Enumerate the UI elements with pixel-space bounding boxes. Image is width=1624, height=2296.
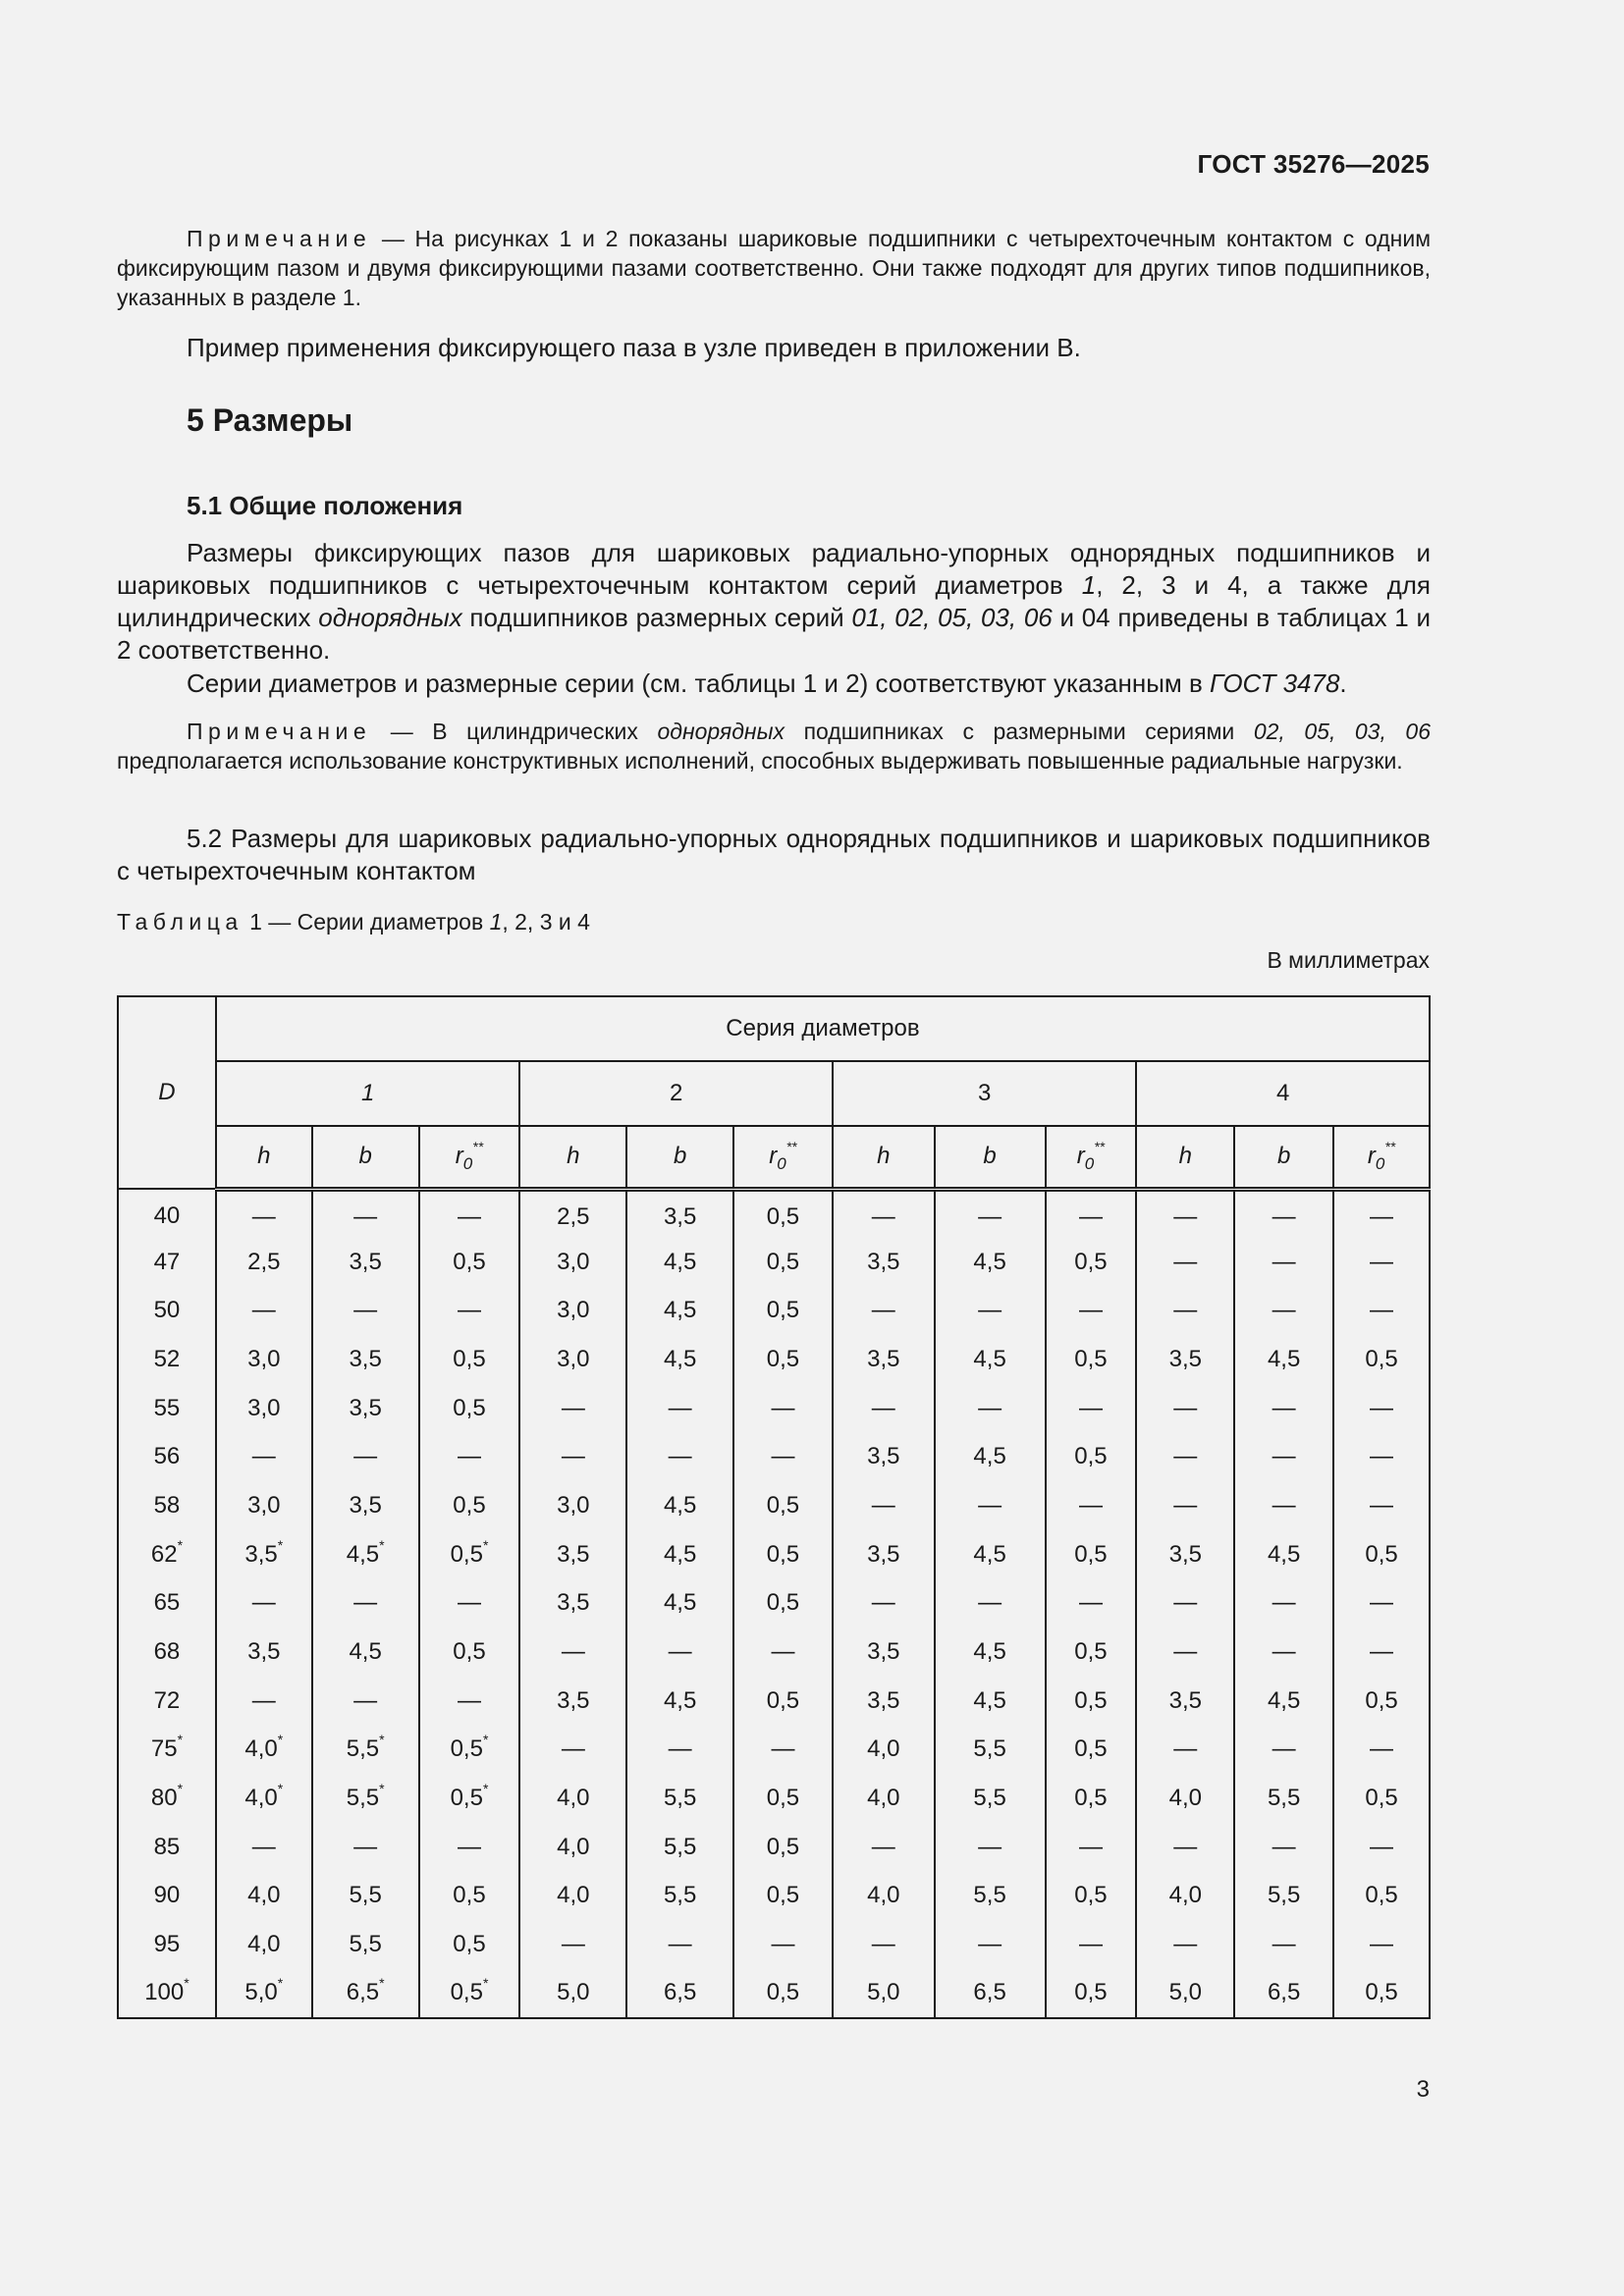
table-cell: — <box>312 1579 419 1629</box>
table-cell: — <box>1136 1384 1234 1433</box>
table-cell: — <box>216 1677 312 1726</box>
table-cell: 0,5 <box>419 1628 520 1677</box>
table-cell: — <box>419 1823 520 1872</box>
table-row <box>118 1677 1430 1726</box>
subheader-r0: $r_0^{**}$ <box>1333 1126 1430 1189</box>
table-row <box>118 1481 1430 1530</box>
table-cell: — <box>626 1432 733 1481</box>
table-cell: — <box>733 1432 833 1481</box>
table-cell: — <box>419 1579 520 1629</box>
table-cell: — <box>1046 1189 1137 1238</box>
table-cell: — <box>1234 1920 1333 1969</box>
subheader-b: b <box>626 1126 733 1189</box>
table-cell: — <box>833 1286 935 1335</box>
table-cell: 0,5 <box>419 1238 520 1287</box>
table-cell: 3,5 <box>312 1481 419 1530</box>
table-cell: 0,5 <box>1046 1726 1137 1775</box>
table-cell: — <box>733 1384 833 1433</box>
table-cell: — <box>626 1628 733 1677</box>
table-cell: 0,5 <box>733 1530 833 1579</box>
table-cell: 5,5* <box>312 1726 419 1775</box>
general-provisions-paragraph: Размеры фиксирующих пазов для шариковых радиально-упорных однорядных подшипников и шариковых подшипников с четырехточечным контактом серий диаметров 1, 2, 3 и 4, а также для цилиндрических однорядных подшипников размерных серий 01, 02, 05, 03, 06 и 04 приведены в таблицах 1 и 2 соответственно. <box>117 538 1432 665</box>
table-cell: 4,5 <box>1234 1677 1333 1726</box>
table-cell: 0,5 <box>1333 1677 1430 1726</box>
table-cell: — <box>1046 1920 1137 1969</box>
table-cell: — <box>1136 1579 1234 1629</box>
table-cell: 0,5 <box>1333 1335 1430 1384</box>
table-cell: — <box>1136 1189 1234 1238</box>
table-row <box>118 1920 1430 1969</box>
table-cell: — <box>1136 1920 1234 1969</box>
cell-d: 100* <box>118 1969 216 2018</box>
subheader-r0: $r_0^{**}$ <box>733 1126 833 1189</box>
table-cell: 2,5 <box>216 1238 312 1287</box>
table-cell: — <box>1333 1238 1430 1287</box>
table-cell: 3,5 <box>1136 1677 1234 1726</box>
table-cell: 4,5 <box>626 1286 733 1335</box>
table-cell: 5,0 <box>519 1969 626 2018</box>
table-cell: — <box>312 1189 419 1238</box>
table-cell: 5,5 <box>312 1920 419 1969</box>
page-number: 3 <box>1416 2076 1430 2103</box>
table-cell: 0,5 <box>733 1335 833 1384</box>
gost-reference-paragraph: Серии диаметров и размерные серии (см. таблицы 1 и 2) соответствуют указанным в ГОСТ 3478. <box>187 668 1347 698</box>
cell-d: 68 <box>118 1628 216 1677</box>
table-cell: — <box>733 1920 833 1969</box>
table-cell: 3,5 <box>833 1432 935 1481</box>
table-cell: — <box>833 1189 935 1238</box>
table-cell: 3,5 <box>833 1530 935 1579</box>
table-cell: 5,0* <box>216 1969 312 2018</box>
table-cell: 5,5 <box>626 1872 733 1921</box>
cell-d: 62* <box>118 1530 216 1579</box>
table-cell: — <box>1333 1579 1430 1629</box>
table-cell: — <box>1234 1823 1333 1872</box>
subheader-row <box>118 1126 1430 1189</box>
table-cell: — <box>733 1726 833 1775</box>
table-cell: — <box>1046 1384 1137 1433</box>
table-cell: — <box>216 1432 312 1481</box>
table-cell: 4,5 <box>935 1530 1046 1579</box>
subheader-r0: $r_0^{**}$ <box>1046 1126 1137 1189</box>
table-cell: — <box>935 1579 1046 1629</box>
series-header: 4 <box>1136 1061 1430 1126</box>
table-cell: 3,0 <box>519 1286 626 1335</box>
table-cell: 5,5 <box>935 1774 1046 1823</box>
table-cell: 4,5 <box>312 1628 419 1677</box>
table-cell: — <box>1234 1432 1333 1481</box>
table-cell: 0,5 <box>733 1481 833 1530</box>
table-cell: 0,5* <box>419 1530 520 1579</box>
table-cell: 0,5 <box>733 1238 833 1287</box>
table-cell: 4,5 <box>1234 1335 1333 1384</box>
table-cell: — <box>1234 1189 1333 1238</box>
subheader-h: h <box>1136 1126 1234 1189</box>
table-cell: 0,5 <box>733 1774 833 1823</box>
series-header: 2 <box>519 1061 832 1126</box>
table-cell: 0,5 <box>419 1384 520 1433</box>
cell-d: 47 <box>118 1238 216 1287</box>
table-cell: — <box>312 1823 419 1872</box>
table-cell: 0,5 <box>1046 1530 1137 1579</box>
table-cell: 0,5 <box>419 1335 520 1384</box>
table-cell: 0,5 <box>1046 1238 1137 1287</box>
table-cell: 0,5 <box>1046 1774 1137 1823</box>
table-cell: 0,5 <box>733 1677 833 1726</box>
table-cell: — <box>1333 1384 1430 1433</box>
table-cell: 5,5 <box>626 1774 733 1823</box>
table-cell: 3,0 <box>216 1384 312 1433</box>
table-cell: 0,5 <box>419 1481 520 1530</box>
table-cell: — <box>1234 1628 1333 1677</box>
gost-reference: ГОСТ 3478 <box>1210 668 1340 698</box>
cell-d: 55 <box>118 1384 216 1433</box>
note-text: — На рисунках 1 и 2 показаны шариковые подшипники с четырехточечным контактом с одним фиксирующим пазом и двумя фиксирующими пазами соответственно. Они также подходят для других типов подшипников, указанных в разделе 1. <box>117 226 1431 310</box>
table-cell: — <box>312 1432 419 1481</box>
subheader-h: h <box>519 1126 626 1189</box>
note-label: Примечание <box>187 719 372 744</box>
table-cell: 6,5 <box>935 1969 1046 2018</box>
table-cell: — <box>626 1726 733 1775</box>
table-row <box>118 1335 1430 1384</box>
table-cell: — <box>935 1189 1046 1238</box>
table-cell: — <box>216 1823 312 1872</box>
table-cell: 4,5 <box>935 1432 1046 1481</box>
table-row <box>118 1969 1430 2018</box>
table-cell: 4,0 <box>833 1872 935 1921</box>
table-cell: 0,5 <box>419 1920 520 1969</box>
cell-d: 75* <box>118 1726 216 1775</box>
table-cell: — <box>1046 1481 1137 1530</box>
table-cell: — <box>419 1677 520 1726</box>
table-row <box>118 1238 1430 1287</box>
table-row <box>118 1872 1430 1921</box>
table-cell: 3,5* <box>216 1530 312 1579</box>
note-label: Примечание <box>187 226 372 251</box>
table-cell: 0,5 <box>1333 1530 1430 1579</box>
cell-d: 58 <box>118 1481 216 1530</box>
table-row <box>118 1823 1430 1872</box>
subheader-h: h <box>216 1126 312 1189</box>
table-cell: — <box>1333 1628 1430 1677</box>
table-cell: — <box>419 1189 520 1238</box>
table-cell: — <box>1046 1823 1137 1872</box>
table-cell: 0,5* <box>419 1774 520 1823</box>
section-5-2-paragraph: 5.2 Размеры для шариковых радиально-упорных однорядных подшипников и шариковых подшипников с четырехточечным контактом <box>117 824 1431 885</box>
table-cell: — <box>935 1286 1046 1335</box>
cell-d: 85 <box>118 1823 216 1872</box>
table-cell: 3,5 <box>519 1677 626 1726</box>
subheader-b: b <box>1234 1126 1333 1189</box>
table-cell: 4,5 <box>935 1335 1046 1384</box>
cell-d: 72 <box>118 1677 216 1726</box>
table-cell: — <box>519 1920 626 1969</box>
table-cell: 4,0 <box>216 1920 312 1969</box>
table-cell: — <box>1136 1432 1234 1481</box>
table-cell: 5,5 <box>1234 1774 1333 1823</box>
table-cell: — <box>216 1286 312 1335</box>
table-cell: 4,5 <box>935 1628 1046 1677</box>
table-cell: 5,5 <box>626 1823 733 1872</box>
table-row <box>118 1384 1430 1433</box>
table-row <box>118 1432 1430 1481</box>
table-cell: — <box>935 1384 1046 1433</box>
table-cell: 0,5 <box>1333 1774 1430 1823</box>
table-row <box>118 1628 1430 1677</box>
table-cell: 4,0 <box>1136 1774 1234 1823</box>
note-1 <box>117 224 1431 312</box>
table-cell: 0,5* <box>419 1969 520 2018</box>
table-cell: 6,5 <box>1234 1969 1333 2018</box>
table-cell: 3,5 <box>519 1530 626 1579</box>
table-cell: — <box>312 1677 419 1726</box>
table-cell: 3,5 <box>833 1238 935 1287</box>
table-cell: 4,0* <box>216 1726 312 1775</box>
table-cell: — <box>1136 1238 1234 1287</box>
table-cell: — <box>1333 1823 1430 1872</box>
table-cell: — <box>1333 1481 1430 1530</box>
table-cell: — <box>1333 1726 1430 1775</box>
table-cell: — <box>1136 1286 1234 1335</box>
table-cell: 3,0 <box>519 1238 626 1287</box>
table-cell: 0,5 <box>733 1286 833 1335</box>
table-cell: 0,5 <box>733 1823 833 1872</box>
table-cell: 5,5 <box>935 1872 1046 1921</box>
table-cell: — <box>935 1481 1046 1530</box>
example-paragraph: Пример применения фиксирующего паза в узле приведен в приложении В. <box>187 333 1081 362</box>
table-cell: — <box>833 1481 935 1530</box>
table-cell: — <box>733 1628 833 1677</box>
cell-d: 95 <box>118 1920 216 1969</box>
table-cell: 0,5 <box>1046 1677 1137 1726</box>
table-cell: — <box>1234 1481 1333 1530</box>
table-caption: Таблица 1 — Серии диаметров 1, 2, 3 и 4 <box>117 909 590 934</box>
table-cell: — <box>1234 1238 1333 1287</box>
table-row <box>118 1189 1430 1238</box>
cell-d: 56 <box>118 1432 216 1481</box>
table-cell: — <box>833 1579 935 1629</box>
table-cell: 0,5 <box>733 1579 833 1629</box>
table-cell: 4,0 <box>1136 1872 1234 1921</box>
table-cell: — <box>312 1286 419 1335</box>
table-cell: 4,5 <box>626 1335 733 1384</box>
table-cell: — <box>216 1579 312 1629</box>
table-cell: 0,5 <box>733 1189 833 1238</box>
table-cell: 4,5 <box>1234 1530 1333 1579</box>
table-cell: 3,5 <box>312 1238 419 1287</box>
table-cell: — <box>1046 1579 1137 1629</box>
table-cell: 0,5 <box>1046 1969 1137 2018</box>
table-cell: 3,5 <box>312 1384 419 1433</box>
table-cell: — <box>1333 1189 1430 1238</box>
table-cell: 0,5 <box>1046 1872 1137 1921</box>
table-cell: 0,5 <box>733 1872 833 1921</box>
table-cell: 0,5 <box>1333 1969 1430 2018</box>
table-cell: 3,0 <box>519 1335 626 1384</box>
series-header: 1 <box>216 1061 520 1126</box>
table-cell: 2,5 <box>519 1189 626 1238</box>
subheader-b: b <box>312 1126 419 1189</box>
table-cell: — <box>1333 1432 1430 1481</box>
table-units: В миллиметрах <box>1267 947 1430 973</box>
table-cell: 3,5 <box>216 1628 312 1677</box>
table-row <box>118 1530 1430 1579</box>
table-cell: 0,5 <box>1046 1335 1137 1384</box>
series-header: 3 <box>833 1061 1137 1126</box>
table-cell: 4,5 <box>626 1579 733 1629</box>
section-5-heading: 5 Размеры <box>187 402 353 438</box>
table-cell: 6,5* <box>312 1969 419 2018</box>
standard-code: ГОСТ 35276—2025 <box>1197 149 1430 179</box>
table-cell: — <box>1136 1481 1234 1530</box>
table-cell: 0,5 <box>419 1872 520 1921</box>
table-cell: 4,5* <box>312 1530 419 1579</box>
table-cell: 0,5 <box>733 1969 833 2018</box>
table-cell: 3,5 <box>833 1677 935 1726</box>
table-cell: — <box>935 1920 1046 1969</box>
table-cell: — <box>519 1726 626 1775</box>
table-cell: 0,5* <box>419 1726 520 1775</box>
table-cell: — <box>1333 1920 1430 1969</box>
table-cell: 5,5 <box>935 1726 1046 1775</box>
column-d-header: D <box>118 996 216 1189</box>
cell-d: 65 <box>118 1579 216 1629</box>
table-cell: 4,0 <box>833 1774 935 1823</box>
table-cell: 5,5* <box>312 1774 419 1823</box>
table-cell: 4,0 <box>216 1872 312 1921</box>
table-cell: 3,5 <box>833 1335 935 1384</box>
table-cell: — <box>1136 1823 1234 1872</box>
table-cell: 0,5 <box>1046 1628 1137 1677</box>
table-cell: 3,5 <box>312 1335 419 1384</box>
table-row <box>118 1774 1430 1823</box>
table-cell: 0,5 <box>1046 1432 1137 1481</box>
cell-d: 90 <box>118 1872 216 1921</box>
table-cell: 3,5 <box>833 1628 935 1677</box>
table-cell: — <box>419 1286 520 1335</box>
note-2: Примечание — В цилиндрических однорядных подшипниках с размерными сериями 02, 05, 03, 06 предполагается использование конструктивных исполнений, способных выдерживать повышенные радиальные нагрузки. <box>117 719 1431 774</box>
table-cell: 3,5 <box>519 1579 626 1629</box>
table-cell: 3,5 <box>626 1189 733 1238</box>
group-header: Серия диаметров <box>216 996 1430 1061</box>
subheader-r0: $r_0^{**}$ <box>419 1126 520 1189</box>
table-row <box>118 1286 1430 1335</box>
cell-d: 80* <box>118 1774 216 1823</box>
table-cell: 3,0 <box>216 1335 312 1384</box>
table-cell: 4,0 <box>519 1823 626 1872</box>
section-5-1-heading: 5.1 Общие положения <box>187 491 463 520</box>
table-cell: — <box>1046 1286 1137 1335</box>
table-cell: 4,0 <box>519 1774 626 1823</box>
subheader-h: h <box>833 1126 935 1189</box>
table-cell: 4,5 <box>935 1677 1046 1726</box>
cell-d: 52 <box>118 1335 216 1384</box>
table-cell: — <box>1136 1628 1234 1677</box>
table-cell: — <box>833 1920 935 1969</box>
table-cell: — <box>216 1189 312 1238</box>
table-cell: — <box>1136 1726 1234 1775</box>
table-cell: — <box>626 1384 733 1433</box>
table-cell: — <box>1234 1579 1333 1629</box>
table-cell: 4,5 <box>935 1238 1046 1287</box>
table-cell: 3,5 <box>1136 1335 1234 1384</box>
table-cell: 5,5 <box>312 1872 419 1921</box>
table-cell: 5,5 <box>1234 1872 1333 1921</box>
table-cell: 4,0* <box>216 1774 312 1823</box>
table-cell: 4,0 <box>833 1726 935 1775</box>
table-cell: 4,5 <box>626 1530 733 1579</box>
table-cell: 0,5 <box>1333 1872 1430 1921</box>
table-cell: 3,5 <box>1136 1530 1234 1579</box>
cell-d: 50 <box>118 1286 216 1335</box>
table-cell: — <box>519 1432 626 1481</box>
diameter-series-table <box>117 995 1431 2019</box>
table-cell: 5,0 <box>833 1969 935 2018</box>
table-cell: — <box>833 1384 935 1433</box>
table-cell: 4,5 <box>626 1238 733 1287</box>
table-cell: 4,0 <box>519 1872 626 1921</box>
table-cell: — <box>935 1823 1046 1872</box>
table-cell: — <box>1234 1726 1333 1775</box>
table-cell: — <box>626 1920 733 1969</box>
cell-d: 40 <box>118 1189 216 1238</box>
table-cell: — <box>519 1628 626 1677</box>
table-cell: 4,5 <box>626 1481 733 1530</box>
table-cell: — <box>1234 1384 1333 1433</box>
table-cell: — <box>833 1823 935 1872</box>
table-row <box>118 1579 1430 1629</box>
table-cell: — <box>1234 1286 1333 1335</box>
table-cell: — <box>1333 1286 1430 1335</box>
table-cell: 3,0 <box>216 1481 312 1530</box>
subheader-b: b <box>935 1126 1046 1189</box>
table-cell: — <box>419 1432 520 1481</box>
table-row <box>118 1726 1430 1775</box>
table-cell: 6,5 <box>626 1969 733 2018</box>
table-cell: — <box>519 1384 626 1433</box>
table-body <box>118 1189 1430 2018</box>
table-cell: 4,5 <box>626 1677 733 1726</box>
table-cell: 5,0 <box>1136 1969 1234 2018</box>
table-cell: 3,0 <box>519 1481 626 1530</box>
